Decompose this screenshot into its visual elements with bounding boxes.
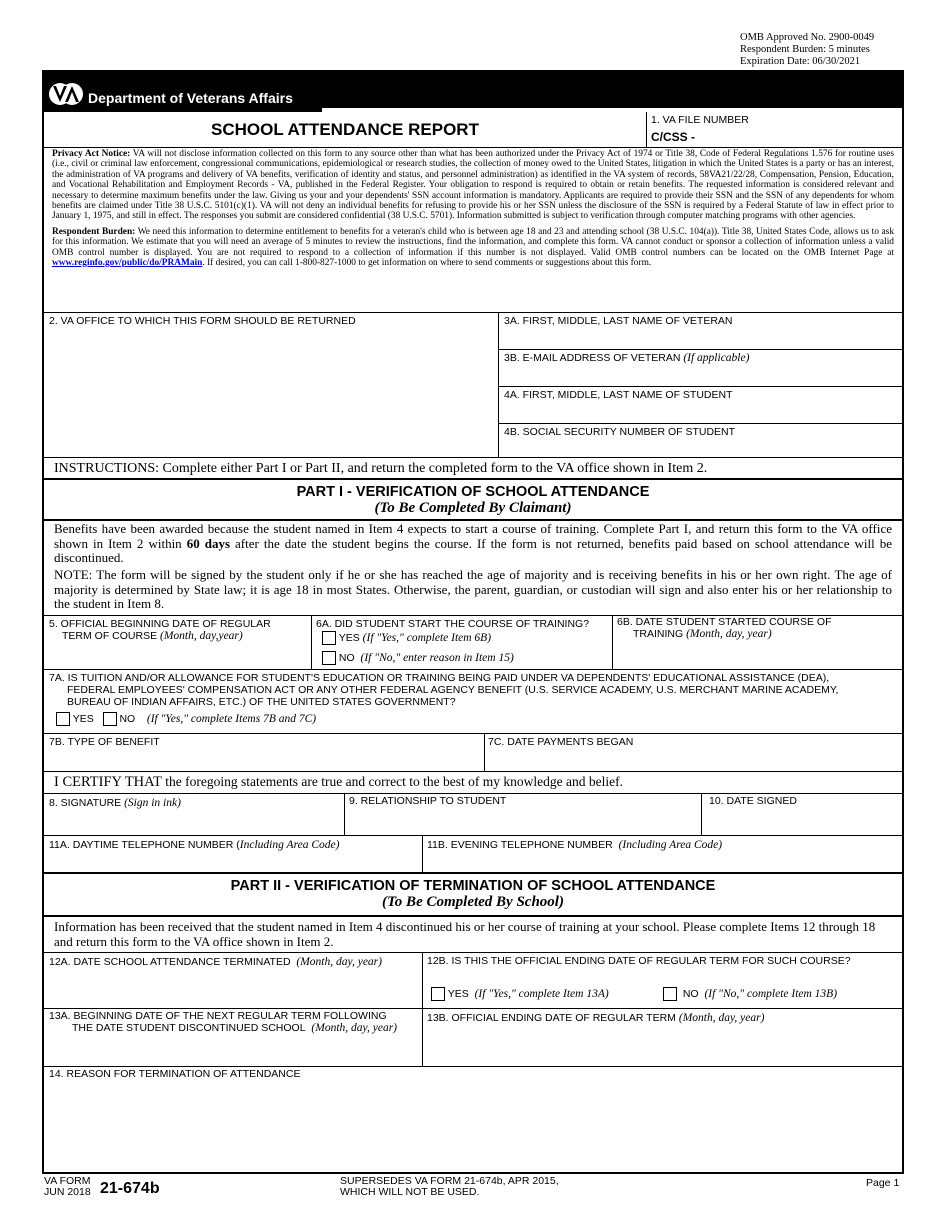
divider <box>44 915 902 917</box>
form-title: SCHOOL ATTENDANCE REPORT <box>211 120 479 139</box>
item4a-label: 4A. FIRST, MIDDLE, LAST NAME OF STUDENT <box>504 389 733 401</box>
relationship-field[interactable] <box>345 794 701 835</box>
part1-title: PART I - VERIFICATION OF SCHOOL ATTENDANCE <box>296 484 650 500</box>
part1-para1-b: after the date the student begins the course. If the form is not returned, benefits paid based on school attendance will be discontinued. <box>54 535 892 565</box>
certify-rest: the foregoing statements are true and correct to the best of my knowledge and belief. <box>161 774 623 789</box>
item4b-field[interactable] <box>499 424 902 457</box>
footer-supersedes-1: SUPERSEDES VA FORM 21-674b, APR 2015, <box>340 1175 559 1187</box>
item12a-note: (Month, day, year) <box>296 956 382 968</box>
footer-form-id <box>44 1176 91 1198</box>
divider <box>44 771 902 772</box>
item13a-field[interactable] <box>44 1009 422 1066</box>
item11a-label: 11A. DAYTIME TELEPHONE NUMBER ( <box>49 839 240 851</box>
burden-heading: Respondent Burden: <box>52 226 136 237</box>
item13b-field[interactable] <box>423 1009 902 1066</box>
item12b-yes-checkbox[interactable] <box>431 987 445 1001</box>
item3a-label: 3A. FIRST, MIDDLE, LAST NAME OF VETERAN <box>504 315 733 327</box>
item12a-label-wrap <box>49 956 382 968</box>
footer-supersedes-2: WHICH WILL NOT BE USED. <box>340 1186 480 1198</box>
item12a-label: 12A. DATE SCHOOL ATTENDANCE TERMINATED <box>49 956 291 968</box>
va-file-number-value: C/CSS - <box>651 130 696 144</box>
item3b-label-wrap <box>504 352 749 364</box>
item6b-label-b: TRAINING <box>633 628 684 640</box>
item7a-label-1: 7A. IS TUITION AND/OR ALLOWANCE FOR STUDENT'S EDUCATION OR TRAINING BEING PAID UNDER VA DEPENDENTS' EDUCATIONAL ASSISTANCE (DEA), <box>49 672 830 684</box>
item7a-label-3: BUREAU OF INDIAN AFFAIRS, ETC.) OF THE UNITED STATES GOVERNMENT? <box>67 696 456 708</box>
omb-link[interactable]: www.reginfo.gov/public/do/PRAMain <box>52 258 203 269</box>
item6a-yes-note: (If "Yes," complete Item 6B) <box>362 631 492 644</box>
item7a-yes-label: YES <box>72 712 94 725</box>
item13a-label-2: THE DATE STUDENT DISCONTINUED SCHOOL <box>72 1022 306 1034</box>
item13a-note: (Month, day, year) <box>311 1022 397 1034</box>
item14-field[interactable] <box>44 1067 902 1172</box>
divider <box>44 872 902 874</box>
item6a-label: 6A. DID STUDENT START THE COURSE OF TRAINING? <box>316 618 590 630</box>
item3a-field[interactable] <box>499 313 902 349</box>
item10-label: 10. DATE SIGNED <box>709 795 797 807</box>
item6a-yes-option[interactable] <box>322 631 491 645</box>
omb-burden: Respondent Burden: 5 minutes <box>740 44 870 55</box>
item7b-field[interactable] <box>44 734 484 771</box>
form <box>42 70 904 1174</box>
item8-label-wrap <box>49 797 181 809</box>
part2-subtitle: (To Be Completed By School) <box>382 894 564 910</box>
omb-approved: OMB Approved No. 2900-0049 <box>740 32 875 43</box>
item6a-no-option[interactable] <box>322 651 514 665</box>
item4a-field[interactable] <box>499 387 902 423</box>
item8-label: 8. SIGNATURE <box>49 797 122 809</box>
burden-tail: . If desired, you can call 1-800-827-1000 to get information on where to send comments or suggestions about this form. <box>202 258 652 269</box>
item6a-field <box>312 616 612 669</box>
item2-label: 2. VA OFFICE TO WHICH THIS FORM SHOULD BE RETURNED <box>49 315 356 327</box>
part1-para1-a: Benefits have been awarded because the student named in Item 4 expects to start a course of training. Complete Part I, and return this form to the VA office shown in Item 2 within <box>54 521 892 551</box>
va-file-number-label: 1. VA FILE NUMBER <box>651 114 749 126</box>
item5-label-wrap <box>62 630 243 642</box>
item13b-label: 13B. OFFICIAL ENDING DATE OF REGULAR TERM <box>427 1012 676 1024</box>
va-logo-icon <box>48 81 84 112</box>
item2-field[interactable] <box>44 313 498 457</box>
item5-note: (Month, day,year) <box>160 630 243 642</box>
item6b-label-a: 6B. DATE STUDENT STARTED COURSE OF <box>617 616 832 628</box>
item12a-field[interactable] <box>44 953 422 1008</box>
part1-para1-bold: 60 days <box>186 535 231 551</box>
item7c-label: 7C. DATE PAYMENTS BEGAN <box>488 736 634 748</box>
divider <box>44 147 902 148</box>
privacy-text: VA will not disclose information collected on this form to any source other than what has been authorized under the Privacy Act of 1974 or Title 38, Code of Federal Regulations 1.576 for routine uses (i.e., civil or criminal law enforcement, congressional communications, epidemiological or research studies, the collection of money owed to the United States, litigation in which the United States is a party or has an interest, the administration of VA programs and delivery of VA benefits, verification of identity and status, and personnel administration) as identified in the VA system of records, 58VA21/22/28, Compensation, Pension, Education, and Vocational Rehabilitation and Employment Records - VA, published in the Federal Register. Your obligation to respond is required to obtain or retain benefits. The requested information is considered relevant and necessary to determine maximum benefits under the law. Giving us your and your dependents' SSN account information is mandatory. Applicants are required to provide their SSN and the SSN of any dependents for whom benefits are claimed under Title 38 U.S.C. 5101(c)(1). VA will not deny an individual benefits for refusing to provide his or her SSN unless the disclosure of the SSN is required by a Federal Statute of law in effect prior to January 1, 1975, and still in effect. The responses you submit are considered confidential (38 U.S.C. 5701). Information submitted is subject to verification through computer matching programs with other agencies. <box>52 149 894 222</box>
item7a-note: (If "Yes," complete Items 7B and 7C) <box>146 712 317 725</box>
item7a-no-checkbox[interactable] <box>103 712 117 726</box>
instructions: INSTRUCTIONS: Complete either Part I or Part II, and return the completed form to the VA office shown in Item 2. <box>54 461 708 476</box>
part1-subtitle: (To Be Completed By Claimant) <box>374 500 572 516</box>
item13a-label-1: 13A. BEGINNING DATE OF THE NEXT REGULAR TERM FOLLOWING <box>49 1010 387 1022</box>
item13a-label-wrap <box>72 1022 397 1034</box>
footer-va-form: VA FORM <box>44 1175 91 1187</box>
burden-text: We need this information to determine entitlement to benefits for a veteran's child who is between age 18 and 23 and attending school (38 U.S.C. 104(a)). Title 38, United States Code, allows us to ask for this information. We estimate that you will need an average of 5 minutes to review the instructions, find the information, and complete this form. VA cannot conduct or sponsor a collection of information unless a valid OMB control number is displayed. You are not required to respond to a collection of information if this number is not displayed. Valid OMB control numbers can be located on the OMB Internet Page at <box>52 226 895 258</box>
item11b-label-wrap <box>427 839 722 851</box>
footer-page: Page 1 <box>866 1177 900 1189</box>
item7b-label: 7B. TYPE OF BENEFIT <box>49 736 160 748</box>
item12b-yes-option[interactable] <box>431 987 609 1001</box>
privacy-heading: Privacy Act Notice: <box>52 149 131 159</box>
item6a-yes-label: YES <box>338 631 360 644</box>
omb-expiration: Expiration Date: 06/30/2021 <box>740 56 861 67</box>
omb-info <box>740 32 940 68</box>
item12b-label: 12B. IS THIS THE OFFICIAL ENDING DATE OF REGULAR TERM FOR SUCH COURSE? <box>427 955 851 967</box>
item5-field[interactable] <box>44 616 311 669</box>
item3b-label: 3B. E-MAIL ADDRESS OF VETERAN <box>504 352 681 364</box>
item11b-label: 11B. EVENING TELEPHONE NUMBER <box>427 839 613 851</box>
divider <box>44 478 902 480</box>
footer-supersedes <box>340 1176 559 1198</box>
part1-para1 <box>54 522 892 566</box>
item13b-note: (Month, day, year) <box>678 1012 765 1024</box>
item9-label: 9. RELATIONSHIP TO STUDENT <box>349 795 507 807</box>
item4b-label: 4B. SOCIAL SECURITY NUMBER OF STUDENT <box>504 426 736 438</box>
item12b-no-option[interactable] <box>663 987 837 1001</box>
department-name: Department of Veterans Affairs <box>88 90 293 106</box>
item11b-note: (Including Area Code) <box>618 839 723 851</box>
item12b-field <box>423 953 902 1008</box>
va-file-number-field[interactable] <box>646 112 903 147</box>
item6b-label-wrap <box>633 628 772 640</box>
item7a-yes-option[interactable] <box>56 713 94 725</box>
item3b-note: (If applicable) <box>683 352 750 364</box>
item7a-no-label: NO <box>119 712 136 725</box>
item11a-note: Including Area Code) <box>239 839 340 851</box>
footer-form-number: 21-674b <box>100 1180 160 1197</box>
item5-label-b: TERM OF COURSE <box>62 630 158 642</box>
item6a-no-label: NO <box>338 651 355 664</box>
item6b-field[interactable] <box>613 616 902 669</box>
privacy-notice <box>52 149 894 268</box>
item6a-no-note: (If "No," enter reason in Item 15) <box>360 651 514 664</box>
signature-field[interactable] <box>44 794 344 835</box>
item11a-label-wrap <box>49 839 339 851</box>
item7a-options <box>56 712 316 726</box>
item5-label-a: 5. OFFICIAL BEGINNING DATE OF REGULAR <box>49 618 271 630</box>
evening-phone-field[interactable] <box>423 836 902 872</box>
daytime-phone-field[interactable] <box>44 836 422 872</box>
part2-para: Information has been received that the student named in Item 4 discontinued his or her course of training at your school. Please complete Items 12 through 18 and return this form to the VA office shown in Item 2. <box>54 919 876 949</box>
divider <box>44 457 902 458</box>
item7a-yes-checkbox[interactable] <box>56 712 70 726</box>
item14-label: 14. REASON FOR TERMINATION OF ATTENDANCE <box>49 1068 301 1080</box>
item7a-no-option[interactable] <box>103 713 136 725</box>
date-signed-field[interactable] <box>702 794 902 835</box>
certify-bold: I CERTIFY THAT <box>54 774 162 790</box>
item8-note: (Sign in ink) <box>124 797 181 809</box>
item6b-note: (Month, day, year) <box>686 628 772 640</box>
part2-title: PART II - VERIFICATION OF TERMINATION OF SCHOOL ATTENDANCE <box>230 878 716 894</box>
item3b-field[interactable] <box>499 350 902 386</box>
item6a-yes-checkbox[interactable] <box>322 631 336 645</box>
part1-para2: NOTE: The form will be signed by the student only if he or she has reached the age of majority and is receiving benefits in his or her own right. The age of majority is determined by State law; it is age 18 in most States. Otherwise, the parent, guardian, or custodian will sign and also enter his or her relationship to the student in Item 8. <box>54 567 892 611</box>
divider <box>44 669 902 670</box>
footer-date: JUN 2018 <box>44 1186 91 1198</box>
item12b-yes-note: (If "Yes," complete Item 13A) <box>474 987 609 1000</box>
item12b-yes-label: YES <box>447 987 469 1000</box>
item12b-no-checkbox[interactable] <box>663 987 677 1001</box>
item6a-no-checkbox[interactable] <box>322 651 336 665</box>
certification <box>54 774 623 791</box>
item7c-field[interactable] <box>485 734 902 771</box>
item12b-no-note: (If "No," complete Item 13B) <box>704 987 838 1000</box>
item7a-label-2: FEDERAL EMPLOYEES' COMPENSATION ACT OR ANY OTHER FEDERAL AGENCY BENEFIT (U.S. SERVICE ACADEMY, U.S. MERCHANT MARINE ACADEMY, <box>67 684 839 696</box>
item13b-label-wrap <box>427 1012 764 1024</box>
item12b-no-label: NO <box>682 987 699 1000</box>
